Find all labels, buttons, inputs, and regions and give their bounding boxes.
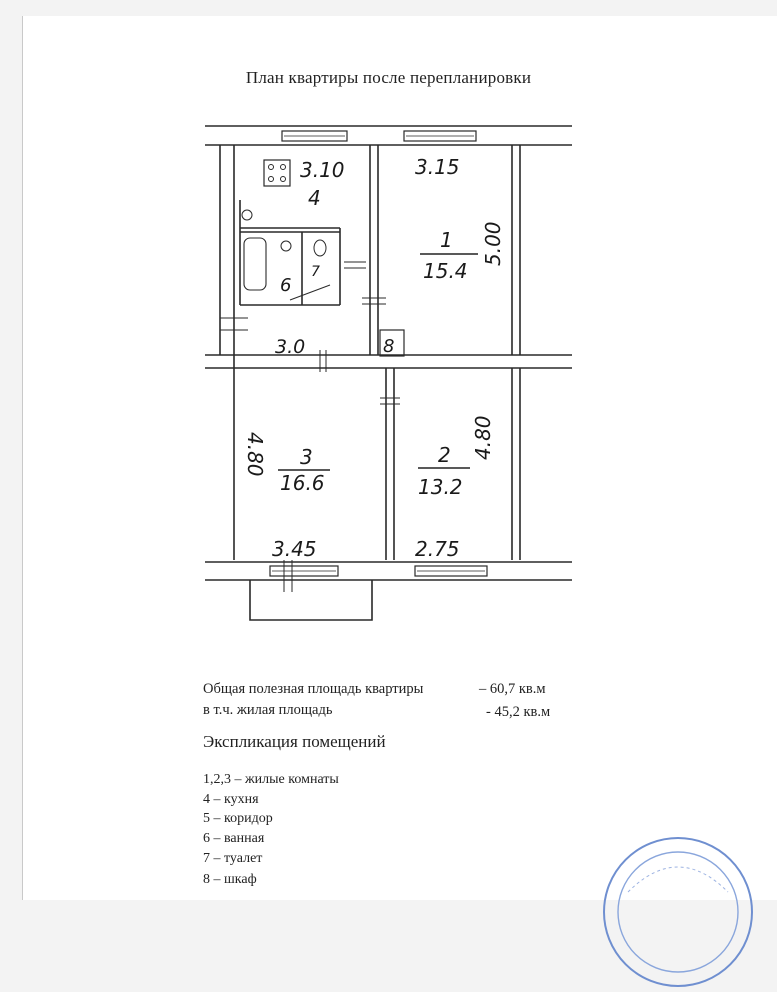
room-number-3: 3 [300, 445, 313, 469]
room-area-1: 15.4 [423, 259, 468, 283]
room-number-7: 7 [311, 264, 320, 280]
legend-item: 1,2,3 – жилые комнаты [203, 772, 339, 787]
area-label: в т.ч. жилая площадь [203, 702, 333, 718]
dim-room1-side: 5.00 [481, 221, 505, 266]
dim-room2-side: 4.80 [471, 415, 495, 460]
explication-title: Экспликация помещений [203, 732, 386, 751]
room-number-2: 2 [438, 443, 451, 467]
legend-item: 6 – ванная [203, 831, 265, 846]
room-number-8: 8 [383, 336, 395, 357]
dim-corridor: 3.0 [275, 336, 306, 358]
page-title: План квартиры после перепланировки [245, 68, 532, 87]
seal-stamp [598, 832, 758, 992]
legend-item: 8 – шкаф [203, 872, 257, 887]
area-value: - 45,2 кв.м [486, 704, 551, 720]
dim-room3-bottom: 3.45 [272, 537, 317, 561]
dim-room2-bottom: 2.75 [415, 537, 460, 561]
dim-room1-top: 3.15 [415, 155, 460, 179]
room-number-4: 4 [308, 186, 321, 210]
room-number-1: 1 [440, 228, 453, 252]
room-area-3: 16.6 [280, 471, 325, 495]
legend-item: 5 – коридор [203, 811, 273, 826]
dim-kitchen-top: 3.10 [300, 158, 345, 182]
legend-item: 7 – туалет [203, 851, 263, 866]
legend-item: 4 – кухня [203, 792, 259, 807]
area-value: – 60,7 кв.м [479, 681, 546, 697]
room-number-6: 6 [280, 275, 292, 296]
room-area-2: 13.2 [418, 475, 463, 499]
area-label: Общая полезная площадь квартиры [203, 681, 424, 697]
dim-room3-side: 4.80 [243, 432, 267, 477]
